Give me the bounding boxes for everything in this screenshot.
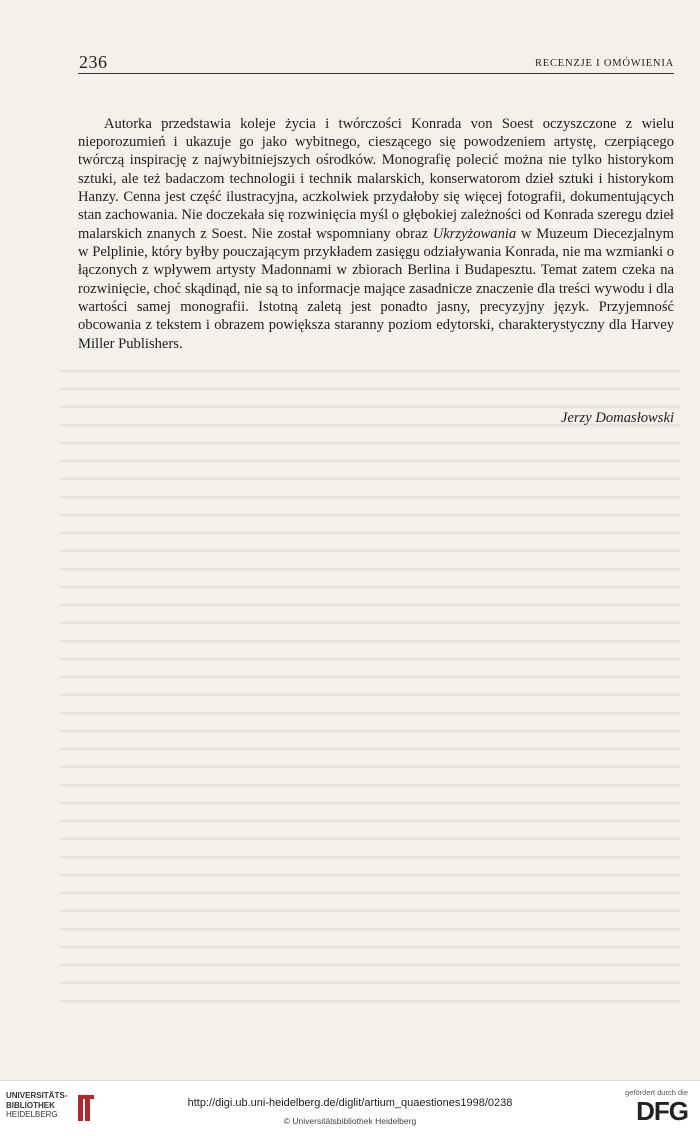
dfg-logo[interactable] [618,1088,688,1132]
author-signature: Jerzy Domasłowski [560,410,674,426]
paragraph-text-end: w Muzeum Diecezjalnym w Pelplinie, który byłby pouczającym przykładem zasięgu odziaływania Konrada, nie ma wzmianki o łączonych z wpływem artysty Madonnami w zbiorach Berlina i Budapesztu. Temat zatem czeka na rozwinięcie, choć skądinąd, nie są to informacje mające zasadnicze znaczenie dla treści wywodu i dla wartości samej monografii. Istotną zaletą jest ponadto jasny, precyzyjny język. Przyjemność obcowania z tekstem i obrazem powiększa staranny poziom edytorski, charakterystyczny dla Harvey Miller Publishers. [78,225,674,352]
ub-logo-line2: BIBLIOTHEK [6,1100,55,1110]
italic-artwork-title: Ukrzyżowania [432,225,517,242]
digitization-footer [0,1080,700,1136]
permalink-url[interactable]: http://digi.ub.uni-heidelberg.de/diglit/artium_quaestiones1998/0238 [187,1097,513,1109]
page-header [76,52,674,74]
dfg-caption: gefördert durch die [625,1088,688,1097]
ub-logo-line3: HEIDELBERG [6,1110,58,1119]
ub-logo-line1: UNIVERSITÄTS- [6,1091,68,1100]
review-paragraph [78,115,674,353]
running-head: RECENZJE I OMÓWIENIA [534,58,674,69]
dfg-wordmark: DFG [636,1096,688,1126]
copyright-notice: © Universitätsbibliothek Heidelberg [283,1116,417,1126]
page-number: 236 [79,52,108,72]
paragraph-text-start: Autorka przedstawia koleje życia i twórczości Konrada von Soest oczyszczone z wielu nieporozumień i ukazuje go jako wybitnego, cieszącego się powodzeniem artystę, czerpiącego twórczą inspirację z najwybitniejszych ośrodków. Monografię polecić można nie tylko historykom sztuki, ale też badaczom technologii i technik malarskich, konserwatorom dzieł sztuki i historykom Hanzy. Cenna jest część ilustracyjna, aczkolwiek przydałoby się więcej fotografii, dokumentujących stan zachowania. Nie doczekała się rozwinięcia myśl o głębokiej zależności od Konrada szeregu dzieł malarskich znanych z Soest. Nie został wspomniany obraz [78,115,674,242]
bleed-through-texture [60,370,680,1010]
header-rule [78,73,674,74]
